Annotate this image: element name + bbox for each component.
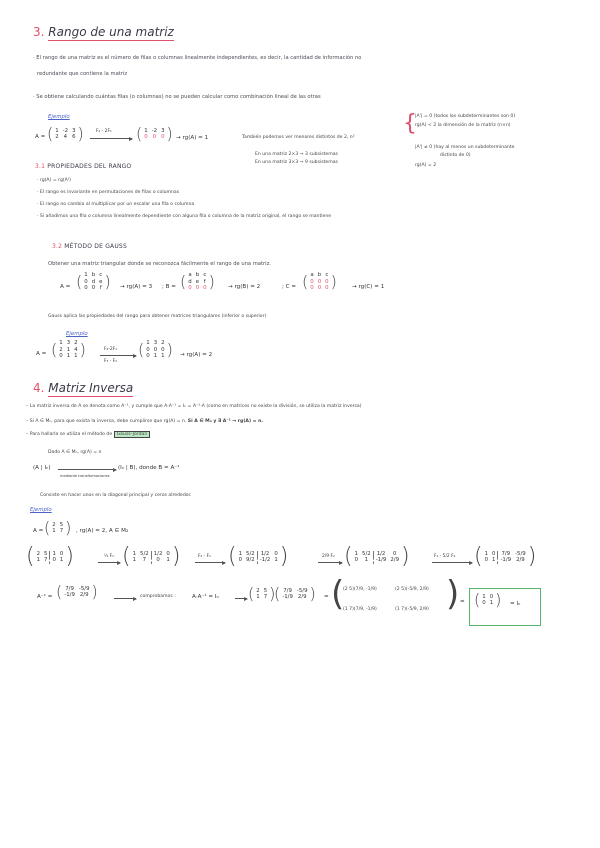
matrix-cell: 0: [317, 285, 322, 291]
matrix-cell: 5/2: [246, 550, 255, 557]
matrix-cell: f: [99, 285, 102, 291]
matrix-bracket-right: ): [65, 518, 72, 537]
augmented-result: (Iₙ | B), donde B = A⁻¹: [118, 465, 180, 471]
example-label: Ejemplo: [48, 114, 70, 120]
matrix-cell: 1: [274, 557, 278, 563]
matrix-bracket-left: (: [138, 339, 145, 359]
matrix-label-e: A =: [36, 351, 47, 357]
matrix-bracket-right: ): [171, 544, 181, 569]
matrix-bracket-left: (: [474, 590, 481, 609]
arrow: [195, 562, 225, 563]
matrix-cell: e: [99, 278, 103, 285]
matrix-cell: -5/9: [515, 550, 526, 557]
gj-op-4: F₁ - 5/2 F₂: [434, 554, 456, 559]
gj-op-3: 2/9 F₂: [322, 554, 335, 559]
equals-2: =: [460, 599, 465, 605]
matrix-cell: 1: [59, 340, 63, 346]
arrow: [114, 598, 136, 599]
matrix-cell: 5: [59, 521, 64, 528]
matrix-label-c: ; C =: [282, 284, 297, 290]
matrix-cell: 1: [55, 127, 59, 134]
matrix-cell: 5/2: [362, 550, 371, 557]
minors-3x3: En una matriz 3×3 → 9 subsistemas: [255, 160, 338, 165]
matrix-cell: 0: [203, 285, 207, 291]
property-1: · rg(A) = rg(Aᵗ): [37, 178, 71, 183]
matrix-bracket-right: ): [330, 271, 337, 291]
matrix-cell: 0: [151, 557, 164, 564]
matrix-cell: 0: [484, 557, 489, 563]
property-3: · El rango no cambia al multiplicar por un escalar una fila o columna: [37, 202, 195, 207]
matrix-bracket-left: (: [47, 124, 54, 143]
matrix-cell: 2/9: [516, 557, 525, 563]
inverse-a-label: A =: [33, 528, 44, 534]
matrix-cell: 1: [484, 550, 489, 557]
matrix-bracket-right: ): [79, 339, 86, 359]
matrix-cell: 0: [354, 557, 359, 563]
matrix-cell: 1: [50, 551, 58, 558]
matrix-bracket-left: (: [76, 271, 83, 291]
matrix-cell: 7: [59, 528, 64, 534]
matrix-bracket-right: ): [166, 124, 173, 143]
arrow: [432, 562, 472, 563]
matrix-cell: 0: [317, 278, 322, 285]
big-bracket-left: (: [331, 574, 345, 614]
augmented-5: [474, 546, 536, 568]
matrix-cell: 0: [195, 285, 200, 291]
arrow: [98, 562, 120, 563]
matrix-bracket-left: (: [248, 584, 255, 603]
matrix-cell: 1: [238, 550, 243, 557]
matrix-cell: 1: [132, 557, 137, 563]
matrix-bracket-left: (: [56, 582, 63, 601]
section-4-title: 4. Matriz Inversa: [33, 381, 134, 395]
check-eq: A·A⁻¹ = Iₙ: [192, 594, 219, 600]
bullet-rank-def-cont: redundante que contiene la matriz: [37, 71, 128, 77]
matrix-bracket-left: (: [274, 584, 281, 603]
check-a: [248, 586, 275, 602]
matrix-cell: 1: [153, 353, 158, 359]
big-bracket-right: ): [446, 574, 460, 614]
product-r12: (2 5)(-5/9, 2/9): [395, 587, 429, 592]
matrix-label-b: ; B =: [162, 284, 176, 290]
example-matrix: [51, 340, 86, 360]
matrix-cell: 0: [50, 557, 58, 564]
matrix-cell: c: [325, 272, 329, 278]
matrix-cell: 0: [59, 353, 63, 359]
matrix-bracket-right: ): [279, 544, 289, 569]
matrix-cell: 1: [482, 593, 486, 600]
matrix-bracket-right: ): [527, 544, 537, 569]
matrix-a-reduced: [136, 126, 173, 142]
gauss-op-1: F₂-2F₁: [104, 347, 117, 352]
matrix-cell: 4: [74, 346, 78, 353]
matrix-cell: 1: [84, 272, 88, 278]
matrix-cell: 0: [310, 278, 314, 285]
matrix-bracket-left: (: [122, 544, 131, 569]
check-inv: [274, 586, 316, 602]
matrix-cell: 5: [263, 587, 268, 594]
matrix-cell: -1/9: [282, 594, 293, 600]
matrix-cell: 0: [144, 134, 148, 140]
rank-a: → rg(A) = 3: [120, 284, 153, 290]
arrow: [58, 469, 116, 470]
matrix-cell: -5/9: [78, 585, 90, 592]
det-nonzero-cont: distinto de 0): [440, 153, 471, 158]
matrix-cell: 0: [161, 346, 165, 353]
matrix-cell: 1: [492, 557, 496, 563]
matrix-cell: 0: [146, 353, 150, 359]
matrix-cell: 1: [489, 600, 494, 606]
example-matrix-reduced: [138, 340, 173, 360]
bullet-rank-calc: · Se obtiene calculando cuántas filas (o columnas) no se pueden calcular como combinación lineal de las otras: [33, 94, 321, 100]
matrix-bracket-right: ): [269, 584, 276, 603]
matrix-cell: 3: [72, 127, 76, 134]
matrix-cell: 1/2: [151, 551, 164, 558]
matrix-cell: 1: [52, 528, 56, 534]
matrix-bracket-right: ): [91, 582, 98, 601]
check-label: comprobamos :: [140, 594, 176, 599]
matrix-b: [180, 272, 215, 292]
matrix-bracket-left: (: [228, 544, 237, 569]
matrix-cell: 1: [256, 594, 260, 600]
matrix-cell: 7: [263, 594, 268, 600]
augmented-4: [344, 546, 410, 568]
matrix-cell: 3: [161, 127, 165, 134]
matrix-bracket-right: ): [65, 544, 74, 569]
matrix-cell: b: [317, 272, 322, 278]
matrix-cell: -5/9: [296, 587, 308, 594]
matrix-cell: 0: [161, 134, 165, 140]
example-label-3: Ejemplo: [30, 507, 52, 513]
matrix-cell: 0: [91, 285, 96, 291]
matrix-label-a: A =: [60, 284, 71, 290]
matrix-cell: -1/2: [257, 557, 272, 564]
matrix-cell: -1/9: [498, 557, 513, 564]
gauss-jordan-line: – Para hallarla se utiliza el método de Gauss-Jordan: [26, 433, 150, 438]
matrix-bracket-right: ): [208, 271, 215, 291]
augmented-3: [228, 546, 288, 568]
matrix-bracket-left: (: [136, 124, 143, 143]
rank-c: → rg(C) = 1: [352, 284, 385, 290]
matrix-cell: 1: [36, 557, 41, 563]
product-r21: (1 7)(7/9, -1/9): [343, 607, 377, 612]
matrix-cell: 7: [44, 557, 48, 563]
matrix-cell: 1: [161, 353, 165, 359]
matrix-cell: 1/2: [373, 551, 388, 558]
rank-less: rg(A) < 2 la dimensión de la matriz (n×n): [415, 123, 511, 128]
gj-op-1: ½ F₁: [104, 554, 114, 559]
matrix-cell: 1/2: [257, 551, 272, 558]
matrix-cell: -1/9: [64, 592, 75, 598]
matrix-cell: 1: [59, 557, 64, 563]
matrix-cell: 1: [66, 346, 71, 353]
given-line: Dado A ∈ Mₙ, rg(A) = n: [48, 450, 102, 455]
matrix-cell: 7/9: [65, 585, 74, 592]
matrix-cell: 0: [310, 285, 314, 291]
matrix-cell: 0: [238, 557, 243, 563]
row-op-label: F₂ - 2F₁: [96, 129, 112, 134]
inverse-condition: – Si A ∈ Mₙ, para que exista la inversa, debe cumplirse que rg(A) = n. Si A ∈ Mₙ y ∃ A⁻¹ → rg(A) = n.: [26, 419, 264, 424]
matrix-cell: 0: [59, 550, 64, 557]
matrix-cell: 6: [72, 134, 76, 140]
matrix-bracket-right: ): [495, 590, 502, 609]
triangular-matrix-a: [76, 272, 111, 292]
matrix-cell: 2/9: [297, 594, 307, 600]
gauss-op-2: F₃ - F₂: [104, 359, 117, 364]
matrix-a: [47, 126, 84, 142]
det-nonzero: |A'| ≠ 0 (hay al menos un subdeterminante: [415, 145, 515, 150]
matrix-cell: 9/2: [246, 557, 255, 563]
matrix-bracket-left: (: [51, 339, 58, 359]
transform-label: mediante transformaciones: [60, 474, 110, 478]
section-3-2-title: 3.2 MÉTODO DE GAUSS: [52, 243, 127, 250]
matrix-cell: 2/9: [79, 592, 89, 598]
rank-example: → rg(A) = 2: [180, 352, 213, 358]
matrix-cell: 2: [52, 521, 56, 528]
matrix-cell: a: [310, 272, 314, 278]
matrix-cell: b: [195, 272, 200, 278]
brace: {: [403, 111, 417, 136]
augmented-start: (A | Iₙ): [33, 465, 51, 471]
equals-1: =: [324, 594, 329, 600]
matrix-cell: 1: [364, 557, 369, 563]
rank-b: → rg(B) = 2: [228, 284, 261, 290]
matrix-cell: 2: [36, 550, 41, 557]
inverse-label: A⁻¹ =: [37, 594, 53, 600]
inverse-matrix: [56, 584, 98, 600]
gj-op-2: F₂ - F₁: [198, 554, 211, 559]
matrix-cell: 0: [84, 278, 88, 285]
matrix-cell: d: [188, 278, 192, 285]
matrix-cell: b: [91, 272, 96, 278]
identity-label: = Iₙ: [510, 601, 521, 607]
matrix-cell: 0: [482, 600, 486, 606]
inverse-def: – La matriz inversa de A se denota como A⁻¹, y cumple que A·A⁻¹ = Iₙ = A⁻¹·A (como en matrices no existe la división, se utiliza la matriz inversa): [26, 404, 362, 409]
matrix-cell: 2: [74, 340, 78, 346]
matrix-c: [302, 272, 337, 292]
matrix-cell: e: [195, 278, 200, 285]
matrix-bracket-left: (: [344, 544, 353, 569]
matrix-cell: 1: [166, 557, 170, 563]
matrix-cell: 1: [144, 127, 148, 134]
matrix-cell: 0: [392, 550, 397, 557]
matrix-bracket-right: ): [166, 339, 173, 359]
matrix-cell: 0: [84, 285, 88, 291]
property-2: · El rango es invariante en permutaciones de filas o columnas: [37, 190, 180, 195]
matrix-cell: 2: [256, 587, 260, 594]
bullet-rank-def: · El rango de una matriz es el número de filas o columnas linealmente independientes, es decir, la cantidad de información no: [33, 55, 362, 61]
matrix-cell: 4: [63, 134, 68, 140]
matrix-cell: 2: [59, 346, 63, 353]
identity-matrix: [474, 592, 501, 608]
rank-two: rg(A) = 2: [415, 163, 437, 168]
section-3-1-title: 3.1 PROPIEDADES DEL RANGO: [35, 163, 132, 170]
matrix-bracket-right: ): [104, 271, 111, 291]
matrix-cell: 7/9: [283, 587, 292, 594]
matrix-cell: 0: [146, 346, 150, 353]
matrix-cell: -1/9: [373, 557, 388, 564]
gauss-jordan-highlight: Gauss-Jordan: [114, 431, 151, 438]
matrix-cell: 1: [66, 353, 71, 359]
minors-note: También podemos ver menores distintos de 2, n²: [242, 135, 355, 140]
matrix-bracket-left: (: [180, 271, 187, 291]
arrow: [90, 138, 132, 139]
matrix-cell: 0: [274, 550, 278, 557]
det-zero: |A'| = 0 (todos los subdeterminantes son 0): [415, 114, 516, 119]
arrow: [318, 562, 342, 563]
matrix-cell: c: [99, 272, 103, 278]
matrix-cell: 0: [492, 550, 496, 557]
matrix-a-label: A =: [35, 134, 46, 140]
matrix-cell: 2: [55, 134, 59, 140]
matrix-cell: 1: [132, 550, 137, 557]
matrix-cell: 1: [146, 340, 150, 346]
matrix-cell: 0: [188, 285, 192, 291]
matrix-cell: 0: [153, 346, 158, 353]
matrix-cell: 5: [44, 550, 48, 557]
gauss-note: Gauss aplica las propiedades del rango para obtener matrices triangulares (inferior o superior): [48, 314, 267, 319]
inverse-a-info: , rg(A) = 2, A ∈ M₂: [76, 528, 129, 534]
matrix-cell: 7/9: [498, 551, 513, 558]
arrow: [100, 355, 136, 356]
matrix-cell: 1: [354, 550, 359, 557]
matrix-cell: 7: [142, 557, 147, 563]
inverse-a: [44, 520, 71, 536]
matrix-bracket-right: ): [77, 124, 84, 143]
matrix-cell: -2: [62, 127, 69, 134]
matrix-cell: 0: [489, 593, 494, 600]
matrix-cell: 0: [325, 278, 329, 285]
gauss-intro: Obtener una matriz triangular donde se reconozca fácilmente el rango de una matriz.: [48, 261, 271, 267]
matrix-cell: 0: [152, 134, 157, 140]
matrix-cell: 5/2: [140, 550, 149, 557]
matrix-bracket-right: ): [309, 584, 316, 603]
matrix-bracket-right: ): [401, 544, 410, 569]
matrix-cell: f: [203, 278, 206, 285]
product-r22: (1 7)(-5/9, 2/9): [395, 607, 429, 612]
matrix-bracket-left: (: [474, 544, 483, 569]
section-3-title: 3. Rango de una matriz: [33, 25, 174, 39]
matrix-cell: 2/9: [390, 557, 400, 563]
matrix-cell: 3: [153, 340, 158, 346]
rank-result: → rg(A) = 1: [176, 135, 209, 141]
matrix-cell: d: [91, 278, 96, 285]
matrix-bracket-left: (: [302, 271, 309, 291]
matrix-cell: 3: [66, 340, 71, 346]
minors-2x3: En una matriz 2×3 → 3 subsistemas: [255, 152, 338, 157]
matrix-cell: 0: [166, 550, 170, 557]
matrix-cell: -2: [151, 127, 158, 134]
matrix-cell: c: [203, 272, 207, 278]
matrix-cell: a: [188, 272, 192, 278]
matrix-bracket-left: (: [44, 518, 51, 537]
product-r11: (2 5)(7/9, -1/9): [343, 587, 377, 592]
augmented-2: [122, 546, 180, 568]
matrix-cell: 0: [325, 285, 329, 291]
arrow: [235, 598, 247, 599]
matrix-cell: 1: [74, 353, 78, 359]
example-label-2: Ejemplo: [66, 331, 88, 337]
matrix-bracket-left: (: [26, 544, 35, 569]
matrix-cell: 2: [161, 340, 165, 346]
augmented-1: [26, 546, 74, 568]
consist-line: Consiste en hacer unos en la diagonal principal y ceros alrededor.: [40, 493, 192, 498]
property-4: · Si añadimos una fila o columna linealmente dependiente con alguna fila o columna de la matriz original, el rango se mantiene: [37, 214, 332, 219]
